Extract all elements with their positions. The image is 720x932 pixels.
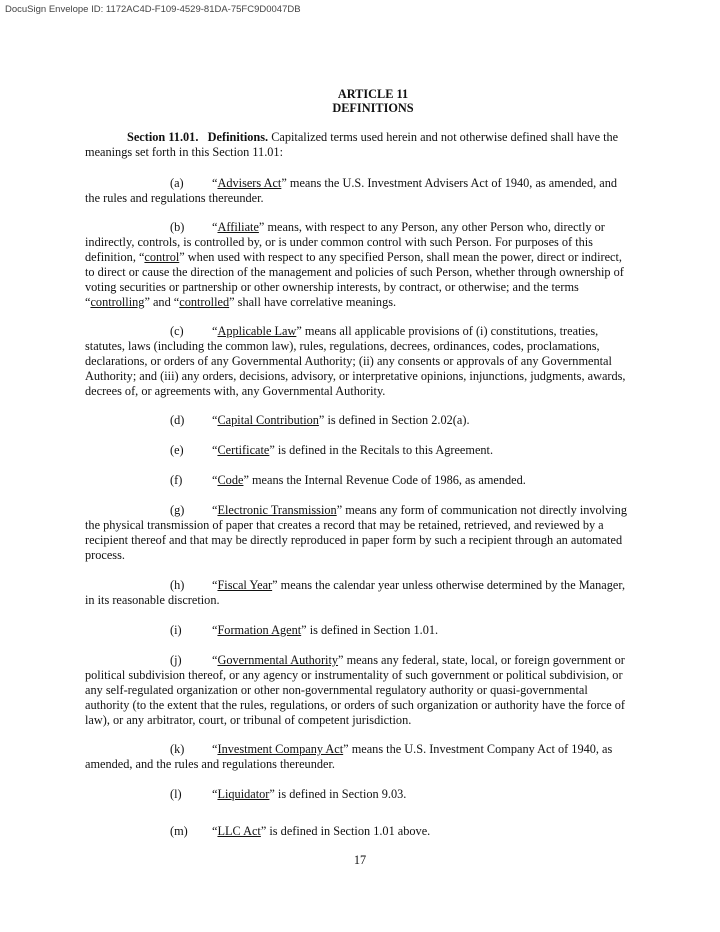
definition-capital-contribution: (d) “Capital Contribution” is defined in Section 2.02(a). — [170, 413, 470, 427]
definition-applicable-law: (c) “Applicable Law” means all applicable provisions of (i) constitutions, treaties, statutes, laws (including the common law), rules, regulations, decrees, ordinances, codes, proclamations, declarations, or orders of any Governmental Authority; (ii) any consents or approvals of any Governmental Authority; and (iii) any orders, decisions, advisory, or interpretative opinions, injunctions, judgments, awards, decrees of, or agreements with, any Governmental Authority. — [85, 324, 626, 398]
definition-label: (a) — [170, 176, 184, 190]
definition-label: (g) — [170, 503, 185, 517]
definition-text: ” is defined in Section 9.03. — [269, 787, 407, 801]
definition-text: ” means the Internal Revenue Code of 1986, as amended. — [243, 473, 526, 487]
definition-label: (e) — [170, 443, 184, 457]
definition-label: (l) — [170, 787, 182, 801]
definition-text: ” means any form of communication not directly involving the physical transmission of paper that creates a record that may be retained, retrieved, and reviewed by a recipient thereof and that may be directly reproduced in paper form by such a recipient through an automated process. — [85, 503, 627, 562]
definition-governmental-authority: (j) “Governmental Authority” means any federal, state, local, or foreign government or political subdivision thereof, or any agency or instrumentality of such government or political subdivision, or any self-regulated organization or other non-governmental regulatory authority or quasi-governmental authority (to the extent that the rules, regulations, or orders of such organization or authority have the force of law), or any arbitrator, court, or tribunal of competent jurisdiction. — [85, 653, 625, 727]
definition-text: ” means any federal, state, local, or foreign government or political subdivision thereof, or any agency or instrumentality of such government or political subdivision, or any self-regulated organization or other non-governmental regulatory authority or quasi-governmental authority (to the extent that the rules, regulations, or orders of such organization or authority have the force of law), or any arbitrator, court, or tribunal of competent jurisdiction. — [85, 653, 625, 727]
definition-text: ” means the calendar year unless otherwise determined by the Manager, in its reasonable discretion. — [85, 578, 626, 607]
definition-investment-company-act: (k) “Investment Company Act” means the U.S. Investment Company Act of 1940, as amended, and the rules and regulations thereunder. — [85, 742, 613, 771]
definition-text: ” means the U.S. Investment Advisers Act of 1940, as amended, and the rules and regulations thereunder. — [85, 176, 618, 205]
definition-text: ” is defined in Section 1.01. — [301, 623, 439, 637]
definition-text: ” shall have correlative meanings. — [229, 295, 397, 309]
definition-llc-act: (m) “LLC Act” is defined in Section 1.01 above. — [170, 824, 431, 838]
definition-formation-agent: (i) “Formation Agent” is defined in Section 1.01. — [170, 623, 439, 637]
definition-text: ” means all applicable provisions of (i) constitutions, treaties, statutes, laws (including the common law), rules, regulations, decrees, ordinances, codes, proclamations, declarations, or orders of any Governmental Authority; (ii) any consents or approvals of any Governmental Authority; and (iii) any orders, decisions, advisory, or interpretative opinions, injunctions, judgments, awards, decrees of, or agreements with, any Governmental Authority. — [85, 324, 626, 398]
definition-text: ” is defined in Section 1.01 above. — [260, 824, 431, 838]
docusign-envelope-id: DocuSign Envelope ID: 1172AC4D-F109-4529-81DA-75FC9D0047DB — [5, 4, 301, 15]
definition-code: (f) “Code” means the Internal Revenue Code of 1986, as amended. — [170, 473, 526, 487]
definition-label: (i) — [170, 623, 182, 637]
defined-term: Capital Contribution — [217, 413, 319, 427]
definition-advisers-act: (a) “Advisers Act” means the U.S. Investment Advisers Act of 1940, as amended, and the rules and regulations thereunder. — [85, 176, 618, 205]
defined-term: Applicable Law — [217, 324, 297, 338]
definition-text: ” and “ — [144, 295, 180, 309]
definition-label: (k) — [170, 742, 185, 756]
definition-fiscal-year: (h) “Fiscal Year” means the calendar year unless otherwise determined by the Manager, in its reasonable discretion. — [85, 578, 626, 607]
article-title: DEFINITIONS — [332, 101, 414, 115]
page-number: 17 — [353, 853, 367, 867]
defined-term: Investment Company Act — [217, 742, 344, 756]
definition-text: ” is defined in the Recitals to this Agreement. — [269, 443, 494, 457]
section-intro — [85, 130, 633, 160]
defined-term: controlled — [179, 295, 230, 309]
defined-term: controlling — [90, 295, 145, 309]
definition-label: (f) — [170, 473, 183, 487]
section-name: Definitions. — [207, 130, 269, 144]
defined-term: Electronic Transmission — [217, 503, 337, 517]
defined-term: control — [144, 250, 180, 264]
definition-liquidator: (l) “Liquidator” is defined in Section 9.03. — [170, 787, 407, 801]
section-ref: Section 11.01. — [127, 130, 199, 144]
defined-term: Fiscal Year — [217, 578, 273, 592]
defined-term: Governmental Authority — [217, 653, 339, 667]
definition-label: (d) — [170, 413, 185, 427]
defined-term: Formation Agent — [217, 623, 302, 637]
definition-label: (c) — [170, 324, 184, 338]
defined-term: Code — [217, 473, 244, 487]
defined-term: Affiliate — [217, 220, 259, 234]
defined-term: LLC Act — [217, 824, 261, 838]
definition-text: ” when used with respect to any specified Person, shall mean the power, direct or indirect, to direct or cause the direction of the management and policies of such Person, whether through ownership of voting securities or partnership or other ownership interests, by contract, or otherwise; and the terms “ — [85, 250, 624, 309]
defined-term: Liquidator — [217, 787, 270, 801]
definition-certificate: (e) “Certificate” is defined in the Recitals to this Agreement. — [170, 443, 494, 457]
definition-electronic-transmission: (g) “Electronic Transmission” means any form of communication not directly involving the physical transmission of paper that creates a record that may be retained, retrieved, and reviewed by a recipient thereof and that may be directly reproduced in paper form by such a recipient through an automated process. — [85, 503, 627, 562]
definition-text: ” means the U.S. Investment Company Act of 1940, as amended, and the rules and regulations thereunder. — [85, 742, 613, 771]
definition-text: ” is defined in Section 2.02(a). — [318, 413, 470, 427]
defined-term: Certificate — [217, 443, 270, 457]
definition-text: ” means, with respect to any Person, any other Person who, directly or indirectly, controls, is controlled by, or is under common control with such Person. For purposes of this definition, “ — [85, 220, 605, 264]
definition-affiliate: (b) “Affiliate” means, with respect to any Person, any other Person who, directly or indirectly, controls, is controlled by, or is under common control with such Person. For purposes of this definition, “control” when used with respect to any specified Person, shall mean the power, direct or indirect, to direct or cause the direction of the management and policies of such Person, whether through ownership of voting securities or partnership or other ownership interests, by contract, or otherwise; and the terms “controlling” and “controlled” shall have correlative meanings. — [85, 220, 624, 309]
definition-label: (b) — [170, 220, 185, 234]
article-number: ARTICLE 11 — [337, 87, 409, 101]
definition-label: (j) — [170, 653, 182, 667]
defined-term: Advisers Act — [217, 176, 282, 190]
section-intro-text: Capitalized terms used herein and not otherwise defined shall have the meanings set forth in this Section 11.01: — [85, 130, 619, 159]
definition-label: (m) — [170, 824, 188, 838]
definition-label: (h) — [170, 578, 185, 592]
